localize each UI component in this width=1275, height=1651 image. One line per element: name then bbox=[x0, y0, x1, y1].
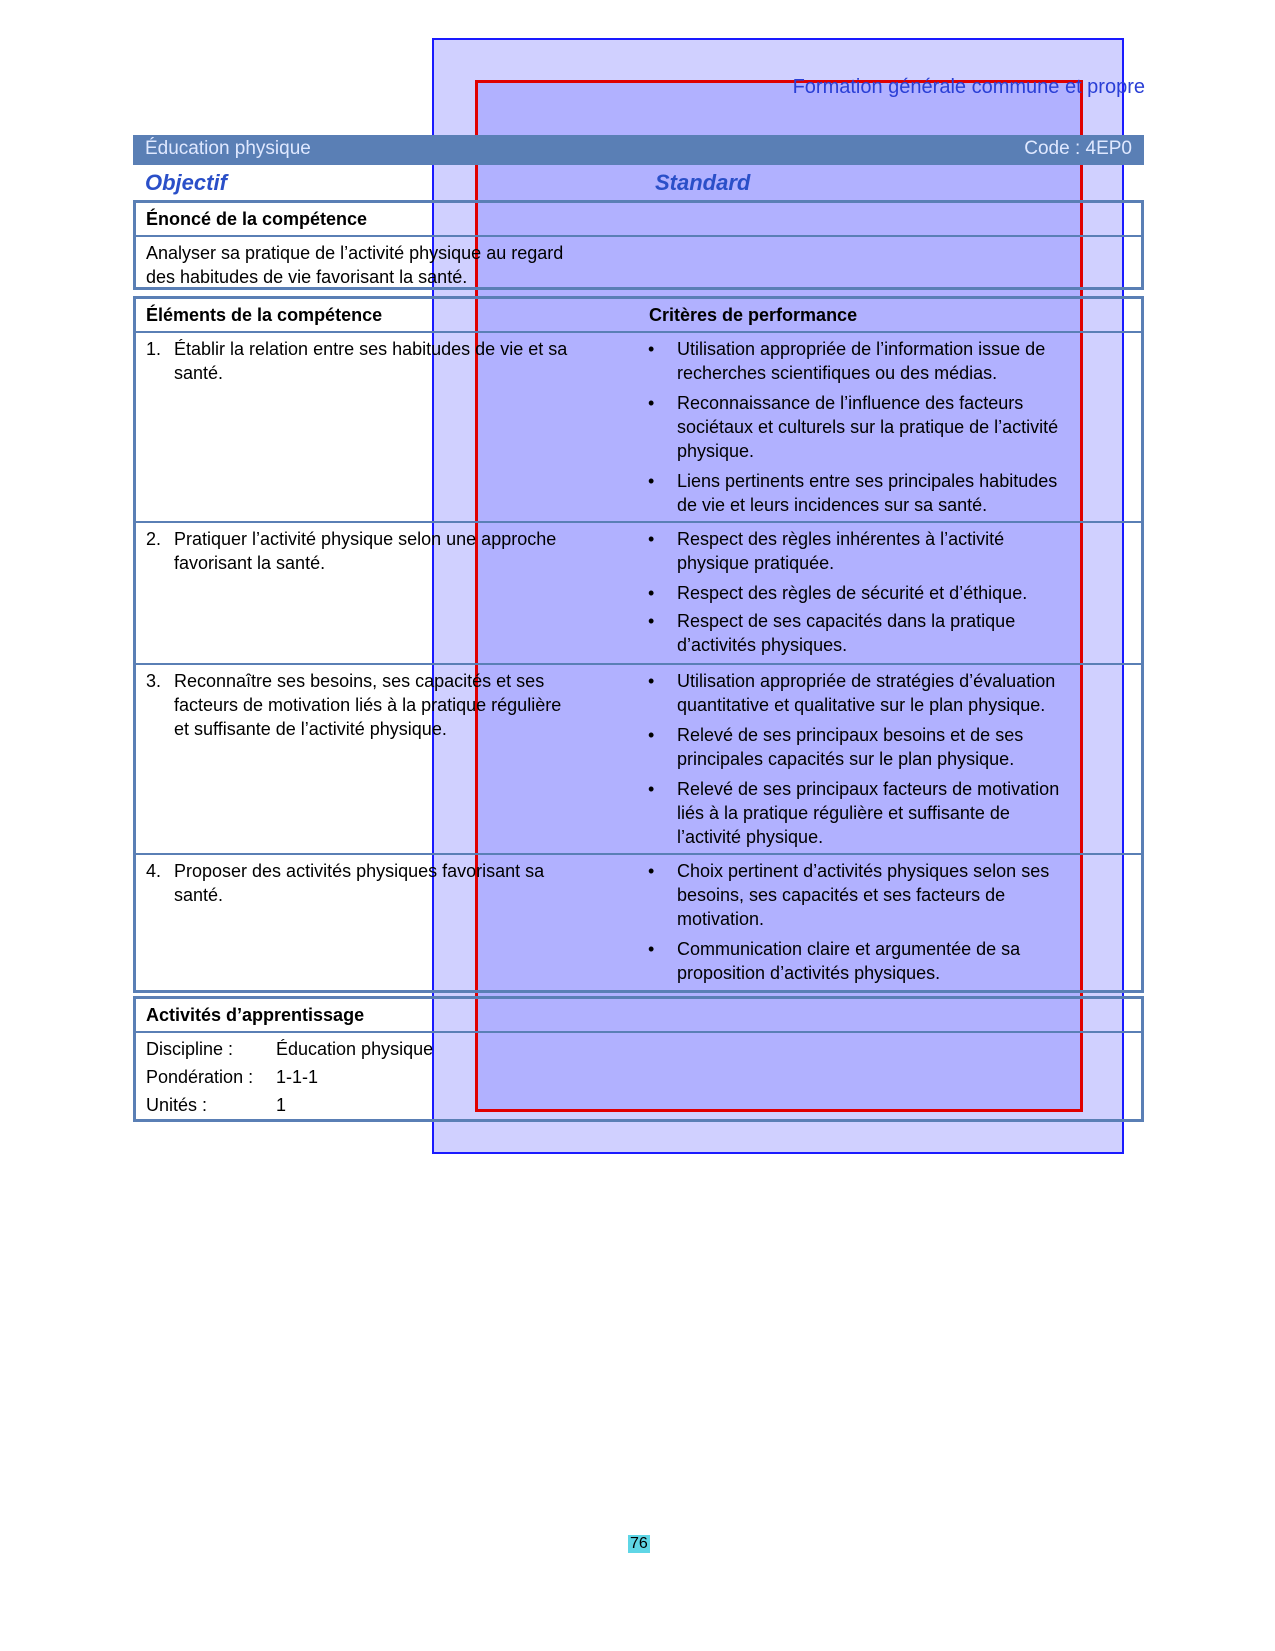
bullet-icon: • bbox=[648, 529, 655, 549]
criterion-line: Utilisation appropriée de l’information issue de bbox=[677, 339, 1046, 359]
elements-box bbox=[133, 296, 1144, 993]
divider bbox=[136, 331, 1141, 333]
element-num: 3. bbox=[146, 671, 162, 691]
criterion-line: Reconnaissance de l’influence des facteurs bbox=[677, 393, 1024, 413]
enonce-box bbox=[133, 200, 1144, 290]
criterion-line: Choix pertinent d’activités physiques selon ses bbox=[677, 861, 1050, 881]
course-code-value: 4EP0 bbox=[1085, 138, 1132, 159]
element-line: et suffisante de l’activité physique. bbox=[174, 719, 447, 739]
criterion-line: besoins, ses capacités et ses facteurs de bbox=[677, 885, 1006, 905]
element-line: santé. bbox=[174, 363, 224, 383]
criterion-line: d’activités physiques. bbox=[677, 635, 848, 655]
element-num: 1. bbox=[146, 339, 162, 359]
criterion-line: motivation. bbox=[677, 909, 765, 929]
enonce-title: Énoncé de la compétence bbox=[146, 209, 368, 229]
discipline-label: Discipline : bbox=[146, 1039, 234, 1059]
element-line: facteurs de motivation liés à la pratique régulière bbox=[174, 695, 562, 715]
element-line: Proposer des activités physiques favorisant sa bbox=[174, 861, 545, 881]
page-number: 76 bbox=[630, 1535, 648, 1552]
criterion-line: physique pratiquée. bbox=[677, 553, 835, 573]
bullet-icon: • bbox=[648, 861, 655, 881]
criterion-line: proposition d’activités physiques. bbox=[677, 963, 941, 983]
element-line: Pratiquer l’activité physique selon une approche bbox=[174, 529, 557, 549]
course-code bbox=[1024, 138, 1132, 160]
ponderation-value: 1-1-1 bbox=[276, 1067, 319, 1087]
divider bbox=[136, 235, 1141, 237]
discipline-value: Éducation physique bbox=[276, 1039, 434, 1059]
criteres-title: Critères de performance bbox=[649, 305, 858, 325]
bullet-icon: • bbox=[648, 471, 655, 491]
objectif-heading: Objectif bbox=[145, 170, 227, 195]
divider bbox=[136, 1031, 1141, 1033]
unites-label: Unités : bbox=[146, 1095, 208, 1115]
criterion-line: physique. bbox=[677, 441, 755, 461]
criterion-line: quantitative et qualitative sur le plan physique. bbox=[677, 695, 1046, 715]
element-line: santé. bbox=[174, 885, 224, 905]
criterion-line: Liens pertinents entre ses principales habitudes bbox=[677, 471, 1058, 491]
criterion-line: liés à la pratique régulière et suffisante de bbox=[677, 803, 1010, 823]
bullet-icon: • bbox=[648, 583, 655, 603]
divider bbox=[136, 853, 1141, 855]
bullet-icon: • bbox=[648, 611, 655, 631]
element-line: favorisant la santé. bbox=[174, 553, 326, 573]
bullet-icon: • bbox=[648, 393, 655, 413]
unites-value: 1 bbox=[276, 1095, 287, 1115]
course-code-label: Code : bbox=[1024, 138, 1081, 159]
program-header: Formation générale commune et propre bbox=[792, 76, 1145, 98]
activites-title: Activités d’apprentissage bbox=[146, 1005, 365, 1025]
criterion-line: Respect des règles inhérentes à l’activité bbox=[677, 529, 1005, 549]
bullet-icon: • bbox=[648, 339, 655, 359]
course-bar bbox=[133, 135, 1144, 165]
criterion-line: Relevé de ses principaux besoins et de ses bbox=[677, 725, 1024, 745]
criterion-line: Utilisation appropriée de stratégies d’évaluation bbox=[677, 671, 1056, 691]
bullet-icon: • bbox=[648, 939, 655, 959]
bullet-icon: • bbox=[648, 779, 655, 799]
activites-box bbox=[133, 996, 1144, 1122]
criterion-line: Relevé de ses principaux facteurs de motivation bbox=[677, 779, 1060, 799]
enonce-line-2: des habitudes de vie favorisant la santé. bbox=[146, 267, 468, 287]
criterion-line: principales capacités sur le plan physique. bbox=[677, 749, 1015, 769]
enonce-line-1: Analyser sa pratique de l’activité physique au regard bbox=[146, 243, 564, 263]
criterion-line: l’activité physique. bbox=[677, 827, 824, 847]
standard-heading: Standard bbox=[655, 170, 751, 195]
element-num: 2. bbox=[146, 529, 162, 549]
criterion-line: sociétaux et culturels sur la pratique de l’activité bbox=[677, 417, 1059, 437]
criterion-line: de vie et leurs incidences sur sa santé. bbox=[677, 495, 988, 515]
criterion-line: recherches scientifiques ou des médias. bbox=[677, 363, 998, 383]
element-num: 4. bbox=[146, 861, 162, 881]
criterion-line: Communication claire et argumentée de sa bbox=[677, 939, 1021, 959]
elements-title: Éléments de la compétence bbox=[146, 305, 383, 325]
bullet-icon: • bbox=[648, 671, 655, 691]
element-line: Reconnaître ses besoins, ses capacités et ses bbox=[174, 671, 545, 691]
element-line: Établir la relation entre ses habitudes de vie et sa bbox=[174, 339, 568, 359]
ponderation-label: Pondération : bbox=[146, 1067, 254, 1087]
criterion-line: Respect des règles de sécurité et d’éthique. bbox=[677, 583, 1028, 603]
divider bbox=[136, 521, 1141, 523]
course-name: Éducation physique bbox=[145, 138, 311, 159]
criterion-line: Respect de ses capacités dans la pratique bbox=[677, 611, 1016, 631]
divider bbox=[136, 663, 1141, 665]
bullet-icon: • bbox=[648, 725, 655, 745]
